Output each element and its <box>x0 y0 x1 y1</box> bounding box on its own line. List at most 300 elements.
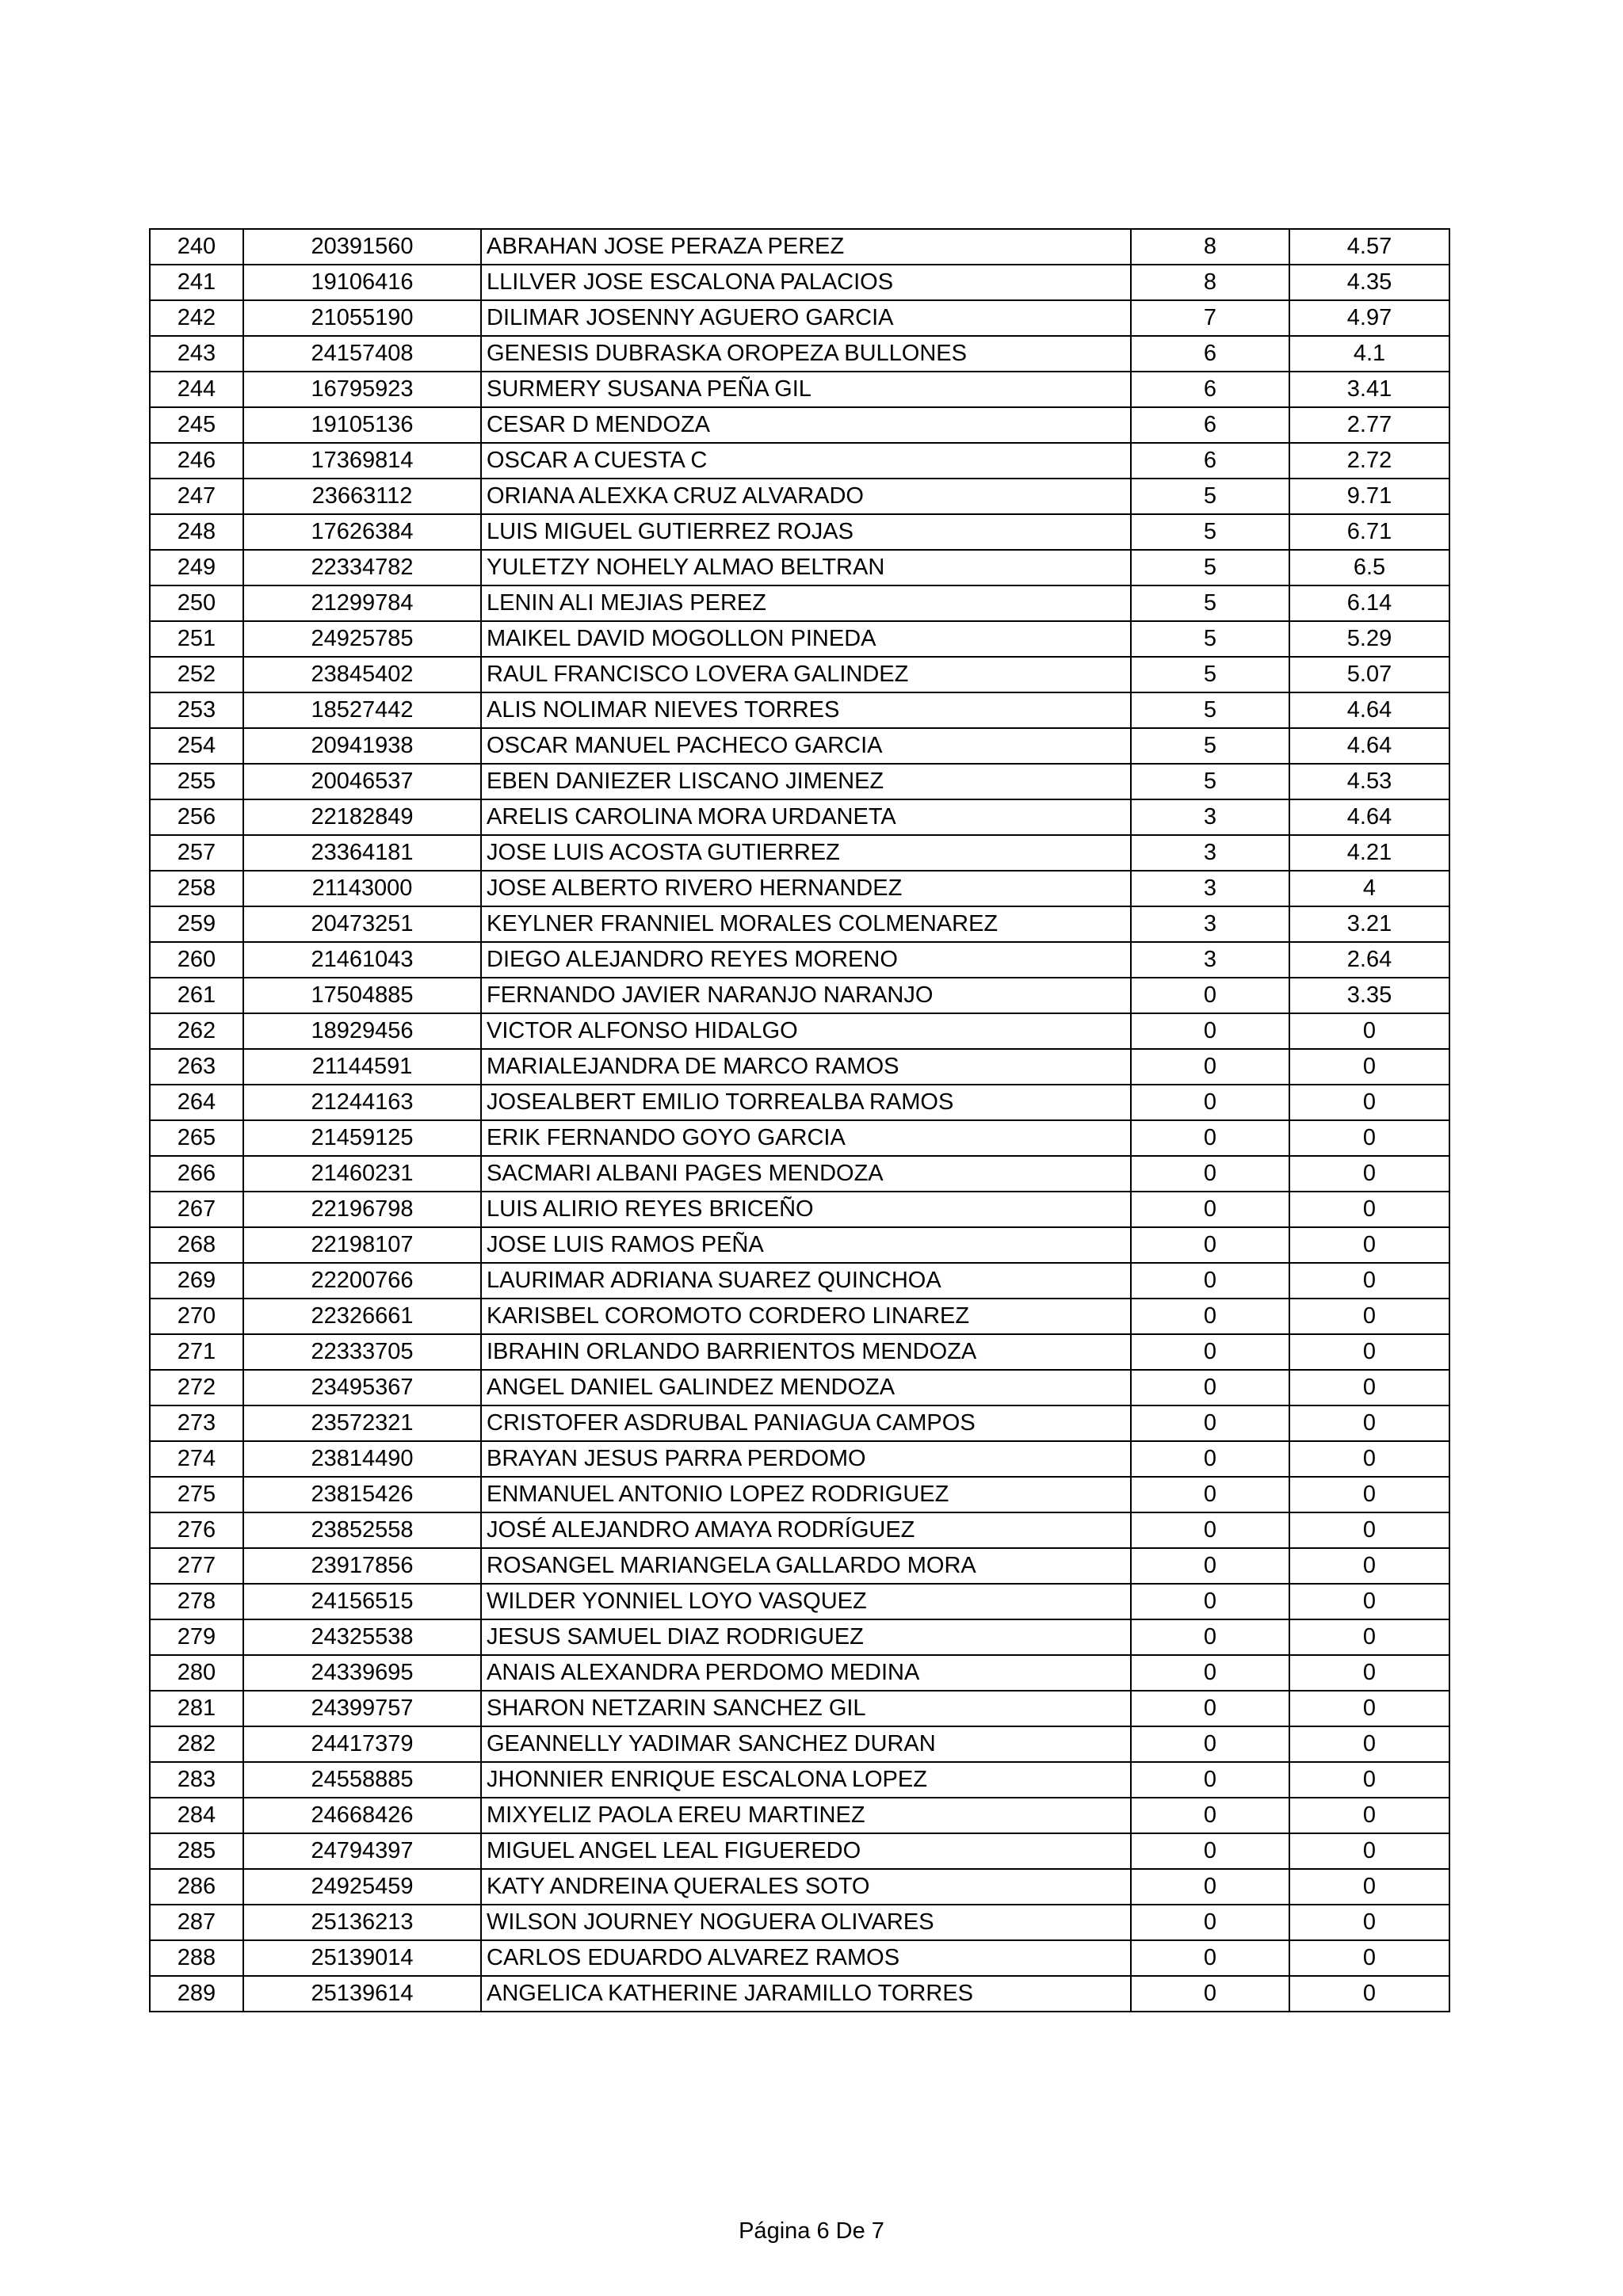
full-name-cell: MARIALEJANDRA DE MARCO RAMOS <box>481 1049 1131 1085</box>
full-name-cell: ANGEL DANIEL GALINDEZ MENDOZA <box>481 1370 1131 1405</box>
id-number-cell: 20941938 <box>243 728 481 764</box>
row-number-cell: 280 <box>150 1655 243 1691</box>
table-row <box>150 1049 1449 1085</box>
score-b-cell: 0 <box>1289 1833 1449 1869</box>
full-name-cell: JESUS SAMUEL DIAZ RODRIGUEZ <box>481 1619 1131 1655</box>
row-number-cell: 256 <box>150 799 243 835</box>
score-a-cell: 0 <box>1131 1584 1289 1619</box>
full-name-cell: BRAYAN JESUS PARRA PERDOMO <box>481 1441 1131 1477</box>
score-b-cell: 0 <box>1289 1548 1449 1584</box>
score-a-cell: 0 <box>1131 1477 1289 1512</box>
results-table <box>149 228 1450 2012</box>
score-a-cell: 0 <box>1131 1833 1289 1869</box>
table-row <box>150 1548 1449 1584</box>
score-b-cell: 0 <box>1289 1905 1449 1940</box>
row-number-cell: 251 <box>150 621 243 657</box>
score-b-cell: 0 <box>1289 1299 1449 1334</box>
full-name-cell: MIXYELIZ PAOLA EREU MARTINEZ <box>481 1798 1131 1833</box>
score-b-cell: 0 <box>1289 1405 1449 1441</box>
id-number-cell: 23495367 <box>243 1370 481 1405</box>
score-a-cell: 0 <box>1131 1192 1289 1227</box>
score-a-cell: 0 <box>1131 1869 1289 1905</box>
table-row <box>150 1477 1449 1512</box>
id-number-cell: 17369814 <box>243 443 481 479</box>
score-b-cell: 3.35 <box>1289 978 1449 1013</box>
full-name-cell: CRISTOFER ASDRUBAL PANIAGUA CAMPOS <box>481 1405 1131 1441</box>
row-number-cell: 240 <box>150 229 243 265</box>
row-number-cell: 278 <box>150 1584 243 1619</box>
table-row <box>150 764 1449 799</box>
score-a-cell: 0 <box>1131 1299 1289 1334</box>
score-a-cell: 0 <box>1131 1120 1289 1156</box>
score-b-cell: 6.5 <box>1289 550 1449 585</box>
row-number-cell: 258 <box>150 871 243 906</box>
full-name-cell: ANAIS ALEXANDRA PERDOMO MEDINA <box>481 1655 1131 1691</box>
id-number-cell: 21299784 <box>243 585 481 621</box>
score-a-cell: 8 <box>1131 265 1289 300</box>
id-number-cell: 24156515 <box>243 1584 481 1619</box>
table-row <box>150 1940 1449 1976</box>
full-name-cell: MAIKEL DAVID MOGOLLON PINEDA <box>481 621 1131 657</box>
full-name-cell: RAUL FRANCISCO LOVERA GALINDEZ <box>481 657 1131 692</box>
full-name-cell: IBRAHIN ORLANDO BARRIENTOS MENDOZA <box>481 1334 1131 1370</box>
id-number-cell: 25136213 <box>243 1905 481 1940</box>
table-row <box>150 1905 1449 1940</box>
row-number-cell: 242 <box>150 300 243 336</box>
row-number-cell: 262 <box>150 1013 243 1049</box>
score-a-cell: 5 <box>1131 692 1289 728</box>
full-name-cell: ENMANUEL ANTONIO LOPEZ RODRIGUEZ <box>481 1477 1131 1512</box>
table-row <box>150 1370 1449 1405</box>
id-number-cell: 24925785 <box>243 621 481 657</box>
score-a-cell: 5 <box>1131 657 1289 692</box>
score-a-cell: 0 <box>1131 1548 1289 1584</box>
id-number-cell: 17504885 <box>243 978 481 1013</box>
score-a-cell: 0 <box>1131 1227 1289 1263</box>
row-number-cell: 288 <box>150 1940 243 1976</box>
id-number-cell: 22196798 <box>243 1192 481 1227</box>
score-a-cell: 5 <box>1131 728 1289 764</box>
id-number-cell: 22333705 <box>243 1334 481 1370</box>
score-b-cell: 0 <box>1289 1192 1449 1227</box>
score-b-cell: 0 <box>1289 1655 1449 1691</box>
row-number-cell: 287 <box>150 1905 243 1940</box>
id-number-cell: 21055190 <box>243 300 481 336</box>
score-a-cell: 6 <box>1131 372 1289 407</box>
full-name-cell: SHARON NETZARIN SANCHEZ GIL <box>481 1691 1131 1726</box>
score-a-cell: 0 <box>1131 1905 1289 1940</box>
table-row <box>150 835 1449 871</box>
score-b-cell: 0 <box>1289 1762 1449 1798</box>
table-row <box>150 1299 1449 1334</box>
score-b-cell: 0 <box>1289 1227 1449 1263</box>
score-b-cell: 6.14 <box>1289 585 1449 621</box>
full-name-cell: EBEN DANIEZER LISCANO JIMENEZ <box>481 764 1131 799</box>
row-number-cell: 254 <box>150 728 243 764</box>
score-a-cell: 6 <box>1131 443 1289 479</box>
id-number-cell: 20046537 <box>243 764 481 799</box>
row-number-cell: 248 <box>150 514 243 550</box>
table-row <box>150 1263 1449 1299</box>
score-a-cell: 3 <box>1131 799 1289 835</box>
row-number-cell: 289 <box>150 1976 243 2012</box>
id-number-cell: 24157408 <box>243 336 481 372</box>
id-number-cell: 24925459 <box>243 1869 481 1905</box>
row-number-cell: 250 <box>150 585 243 621</box>
full-name-cell: LAURIMAR ADRIANA SUAREZ QUINCHOA <box>481 1263 1131 1299</box>
row-number-cell: 273 <box>150 1405 243 1441</box>
full-name-cell: VICTOR ALFONSO HIDALGO <box>481 1013 1131 1049</box>
table-row <box>150 621 1449 657</box>
table-row <box>150 906 1449 942</box>
score-a-cell: 0 <box>1131 1370 1289 1405</box>
full-name-cell: ERIK FERNANDO GOYO GARCIA <box>481 1120 1131 1156</box>
table-row <box>150 942 1449 978</box>
score-b-cell: 4.64 <box>1289 692 1449 728</box>
score-a-cell: 5 <box>1131 514 1289 550</box>
table-row <box>150 978 1449 1013</box>
table-row <box>150 1726 1449 1762</box>
row-number-cell: 270 <box>150 1299 243 1334</box>
id-number-cell: 23572321 <box>243 1405 481 1441</box>
score-a-cell: 5 <box>1131 550 1289 585</box>
full-name-cell: ANGELICA KATHERINE JARAMILLO TORRES <box>481 1976 1131 2012</box>
full-name-cell: CARLOS EDUARDO ALVAREZ RAMOS <box>481 1940 1131 1976</box>
row-number-cell: 241 <box>150 265 243 300</box>
score-a-cell: 7 <box>1131 300 1289 336</box>
row-number-cell: 263 <box>150 1049 243 1085</box>
row-number-cell: 245 <box>150 407 243 443</box>
score-b-cell: 0 <box>1289 1869 1449 1905</box>
score-a-cell: 5 <box>1131 479 1289 514</box>
score-b-cell: 2.72 <box>1289 443 1449 479</box>
score-b-cell: 4.57 <box>1289 229 1449 265</box>
full-name-cell: CESAR D MENDOZA <box>481 407 1131 443</box>
score-b-cell: 6.71 <box>1289 514 1449 550</box>
table-row <box>150 1833 1449 1869</box>
table-row <box>150 1512 1449 1548</box>
score-b-cell: 5.29 <box>1289 621 1449 657</box>
row-number-cell: 276 <box>150 1512 243 1548</box>
id-number-cell: 22198107 <box>243 1227 481 1263</box>
table-row <box>150 1334 1449 1370</box>
full-name-cell: JOSE LUIS RAMOS PEÑA <box>481 1227 1131 1263</box>
row-number-cell: 257 <box>150 835 243 871</box>
id-number-cell: 23663112 <box>243 479 481 514</box>
score-a-cell: 0 <box>1131 1085 1289 1120</box>
full-name-cell: DIEGO ALEJANDRO REYES MORENO <box>481 942 1131 978</box>
row-number-cell: 274 <box>150 1441 243 1477</box>
id-number-cell: 20391560 <box>243 229 481 265</box>
row-number-cell: 260 <box>150 942 243 978</box>
id-number-cell: 24325538 <box>243 1619 481 1655</box>
full-name-cell: MIGUEL ANGEL LEAL FIGUEREDO <box>481 1833 1131 1869</box>
id-number-cell: 21459125 <box>243 1120 481 1156</box>
score-a-cell: 0 <box>1131 1940 1289 1976</box>
score-b-cell: 0 <box>1289 1584 1449 1619</box>
id-number-cell: 19105136 <box>243 407 481 443</box>
table-row <box>150 336 1449 372</box>
score-b-cell: 0 <box>1289 1049 1449 1085</box>
id-number-cell: 24558885 <box>243 1762 481 1798</box>
full-name-cell: GENESIS DUBRASKA OROPEZA BULLONES <box>481 336 1131 372</box>
full-name-cell: KEYLNER FRANNIEL MORALES COLMENAREZ <box>481 906 1131 942</box>
table-row <box>150 1976 1449 2012</box>
score-b-cell: 4.97 <box>1289 300 1449 336</box>
id-number-cell: 24339695 <box>243 1655 481 1691</box>
score-b-cell: 0 <box>1289 1120 1449 1156</box>
score-b-cell: 4 <box>1289 871 1449 906</box>
score-a-cell: 6 <box>1131 407 1289 443</box>
score-a-cell: 0 <box>1131 1263 1289 1299</box>
full-name-cell: WILSON JOURNEY NOGUERA OLIVARES <box>481 1905 1131 1940</box>
row-number-cell: 285 <box>150 1833 243 1869</box>
score-a-cell: 0 <box>1131 1798 1289 1833</box>
row-number-cell: 244 <box>150 372 243 407</box>
score-a-cell: 3 <box>1131 871 1289 906</box>
row-number-cell: 283 <box>150 1762 243 1798</box>
row-number-cell: 277 <box>150 1548 243 1584</box>
id-number-cell: 23814490 <box>243 1441 481 1477</box>
score-a-cell: 0 <box>1131 1049 1289 1085</box>
score-b-cell: 0 <box>1289 1013 1449 1049</box>
row-number-cell: 247 <box>150 479 243 514</box>
score-b-cell: 0 <box>1289 1940 1449 1976</box>
id-number-cell: 23852558 <box>243 1512 481 1548</box>
full-name-cell: LENIN ALI MEJIAS PEREZ <box>481 585 1131 621</box>
id-number-cell: 16795923 <box>243 372 481 407</box>
id-number-cell: 25139614 <box>243 1976 481 2012</box>
table-row <box>150 1120 1449 1156</box>
table-row <box>150 1584 1449 1619</box>
table-row <box>150 514 1449 550</box>
id-number-cell: 18527442 <box>243 692 481 728</box>
table-row <box>150 1798 1449 1833</box>
table-row <box>150 1192 1449 1227</box>
score-b-cell: 9.71 <box>1289 479 1449 514</box>
table-row <box>150 407 1449 443</box>
row-number-cell: 243 <box>150 336 243 372</box>
row-number-cell: 275 <box>150 1477 243 1512</box>
id-number-cell: 18929456 <box>243 1013 481 1049</box>
id-number-cell: 21143000 <box>243 871 481 906</box>
score-b-cell: 3.21 <box>1289 906 1449 942</box>
score-b-cell: 0 <box>1289 1156 1449 1192</box>
score-a-cell: 5 <box>1131 621 1289 657</box>
full-name-cell: SURMERY SUSANA PEÑA GIL <box>481 372 1131 407</box>
table-row <box>150 692 1449 728</box>
full-name-cell: LUIS MIGUEL GUTIERREZ ROJAS <box>481 514 1131 550</box>
row-number-cell: 282 <box>150 1726 243 1762</box>
table-row <box>150 443 1449 479</box>
table-row <box>150 585 1449 621</box>
full-name-cell: ROSANGEL MARIANGELA GALLARDO MORA <box>481 1548 1131 1584</box>
full-name-cell: FERNANDO JAVIER NARANJO NARANJO <box>481 978 1131 1013</box>
score-b-cell: 0 <box>1289 1798 1449 1833</box>
table-row <box>150 265 1449 300</box>
full-name-cell: JOSÉ ALEJANDRO AMAYA RODRÍGUEZ <box>481 1512 1131 1548</box>
table-row <box>150 1762 1449 1798</box>
row-number-cell: 253 <box>150 692 243 728</box>
score-a-cell: 8 <box>1131 229 1289 265</box>
full-name-cell: LLILVER JOSE ESCALONA PALACIOS <box>481 265 1131 300</box>
id-number-cell: 24668426 <box>243 1798 481 1833</box>
row-number-cell: 259 <box>150 906 243 942</box>
id-number-cell: 23917856 <box>243 1548 481 1584</box>
row-number-cell: 271 <box>150 1334 243 1370</box>
full-name-cell: ALIS NOLIMAR NIEVES TORRES <box>481 692 1131 728</box>
row-number-cell: 279 <box>150 1619 243 1655</box>
table-row <box>150 479 1449 514</box>
score-a-cell: 0 <box>1131 1156 1289 1192</box>
full-name-cell: ABRAHAN JOSE PERAZA PEREZ <box>481 229 1131 265</box>
score-a-cell: 3 <box>1131 835 1289 871</box>
score-a-cell: 0 <box>1131 978 1289 1013</box>
full-name-cell: KATY ANDREINA QUERALES SOTO <box>481 1869 1131 1905</box>
row-number-cell: 265 <box>150 1120 243 1156</box>
score-b-cell: 0 <box>1289 1477 1449 1512</box>
row-number-cell: 281 <box>150 1691 243 1726</box>
id-number-cell: 21460231 <box>243 1156 481 1192</box>
score-a-cell: 0 <box>1131 1655 1289 1691</box>
full-name-cell: JOSE LUIS ACOSTA GUTIERREZ <box>481 835 1131 871</box>
results-table-body <box>150 229 1449 2012</box>
id-number-cell: 25139014 <box>243 1940 481 1976</box>
score-b-cell: 4.53 <box>1289 764 1449 799</box>
id-number-cell: 22334782 <box>243 550 481 585</box>
id-number-cell: 24417379 <box>243 1726 481 1762</box>
id-number-cell: 22200766 <box>243 1263 481 1299</box>
full-name-cell: JOSE ALBERTO RIVERO HERNANDEZ <box>481 871 1131 906</box>
row-number-cell: 268 <box>150 1227 243 1263</box>
full-name-cell: ARELIS CAROLINA MORA URDANETA <box>481 799 1131 835</box>
id-number-cell: 21244163 <box>243 1085 481 1120</box>
id-number-cell: 24794397 <box>243 1833 481 1869</box>
table-row <box>150 1156 1449 1192</box>
row-number-cell: 246 <box>150 443 243 479</box>
score-a-cell: 0 <box>1131 1013 1289 1049</box>
score-a-cell: 0 <box>1131 1441 1289 1477</box>
row-number-cell: 249 <box>150 550 243 585</box>
id-number-cell: 21461043 <box>243 942 481 978</box>
table-row <box>150 1869 1449 1905</box>
score-b-cell: 4.1 <box>1289 336 1449 372</box>
score-a-cell: 5 <box>1131 585 1289 621</box>
full-name-cell: GEANNELLY YADIMAR SANCHEZ DURAN <box>481 1726 1131 1762</box>
id-number-cell: 23364181 <box>243 835 481 871</box>
score-b-cell: 0 <box>1289 1512 1449 1548</box>
full-name-cell: LUIS ALIRIO REYES BRICEÑO <box>481 1192 1131 1227</box>
score-b-cell: 0 <box>1289 1726 1449 1762</box>
table-row <box>150 1013 1449 1049</box>
score-a-cell: 3 <box>1131 906 1289 942</box>
row-number-cell: 255 <box>150 764 243 799</box>
score-b-cell: 2.64 <box>1289 942 1449 978</box>
id-number-cell: 24399757 <box>243 1691 481 1726</box>
score-b-cell: 3.41 <box>1289 372 1449 407</box>
full-name-cell: OSCAR MANUEL PACHECO GARCIA <box>481 728 1131 764</box>
full-name-cell: JOSEALBERT EMILIO TORREALBA RAMOS <box>481 1085 1131 1120</box>
row-number-cell: 284 <box>150 1798 243 1833</box>
score-a-cell: 0 <box>1131 1726 1289 1762</box>
id-number-cell: 19106416 <box>243 265 481 300</box>
table-row <box>150 1405 1449 1441</box>
score-b-cell: 0 <box>1289 1441 1449 1477</box>
full-name-cell: WILDER YONNIEL LOYO VASQUEZ <box>481 1584 1131 1619</box>
score-b-cell: 4.21 <box>1289 835 1449 871</box>
score-a-cell: 0 <box>1131 1762 1289 1798</box>
score-b-cell: 0 <box>1289 1334 1449 1370</box>
table-row <box>150 300 1449 336</box>
table-row <box>150 1655 1449 1691</box>
score-a-cell: 6 <box>1131 336 1289 372</box>
score-a-cell: 0 <box>1131 1691 1289 1726</box>
row-number-cell: 269 <box>150 1263 243 1299</box>
row-number-cell: 264 <box>150 1085 243 1120</box>
score-b-cell: 4.35 <box>1289 265 1449 300</box>
score-a-cell: 0 <box>1131 1405 1289 1441</box>
full-name-cell: OSCAR A CUESTA C <box>481 443 1131 479</box>
table-row <box>150 1441 1449 1477</box>
score-b-cell: 0 <box>1289 1976 1449 2012</box>
table-row <box>150 799 1449 835</box>
row-number-cell: 286 <box>150 1869 243 1905</box>
table-row <box>150 229 1449 265</box>
table-row <box>150 657 1449 692</box>
full-name-cell: KARISBEL COROMOTO CORDERO LINAREZ <box>481 1299 1131 1334</box>
score-b-cell: 4.64 <box>1289 728 1449 764</box>
score-a-cell: 0 <box>1131 1976 1289 2012</box>
table-row <box>150 372 1449 407</box>
table-row <box>150 728 1449 764</box>
score-b-cell: 0 <box>1289 1085 1449 1120</box>
full-name-cell: YULETZY NOHELY ALMAO BELTRAN <box>481 550 1131 585</box>
table-row <box>150 1619 1449 1655</box>
row-number-cell: 252 <box>150 657 243 692</box>
id-number-cell: 22182849 <box>243 799 481 835</box>
score-b-cell: 0 <box>1289 1263 1449 1299</box>
score-b-cell: 4.64 <box>1289 799 1449 835</box>
score-a-cell: 3 <box>1131 942 1289 978</box>
page-footer: Página 6 De 7 <box>739 2218 884 2244</box>
score-a-cell: 5 <box>1131 764 1289 799</box>
full-name-cell: SACMARI ALBANI PAGES MENDOZA <box>481 1156 1131 1192</box>
score-b-cell: 5.07 <box>1289 657 1449 692</box>
score-b-cell: 2.77 <box>1289 407 1449 443</box>
full-name-cell: ORIANA ALEXKA CRUZ ALVARADO <box>481 479 1131 514</box>
id-number-cell: 21144591 <box>243 1049 481 1085</box>
score-b-cell: 0 <box>1289 1619 1449 1655</box>
id-number-cell: 17626384 <box>243 514 481 550</box>
score-b-cell: 0 <box>1289 1691 1449 1726</box>
id-number-cell: 23815426 <box>243 1477 481 1512</box>
id-number-cell: 22326661 <box>243 1299 481 1334</box>
score-b-cell: 0 <box>1289 1370 1449 1405</box>
row-number-cell: 272 <box>150 1370 243 1405</box>
table-row <box>150 1085 1449 1120</box>
full-name-cell: DILIMAR JOSENNY AGUERO GARCIA <box>481 300 1131 336</box>
full-name-cell: JHONNIER ENRIQUE ESCALONA LOPEZ <box>481 1762 1131 1798</box>
score-a-cell: 0 <box>1131 1512 1289 1548</box>
table-row <box>150 1227 1449 1263</box>
table-row <box>150 1691 1449 1726</box>
score-a-cell: 0 <box>1131 1334 1289 1370</box>
id-number-cell: 23845402 <box>243 657 481 692</box>
table-row <box>150 550 1449 585</box>
table-row <box>150 871 1449 906</box>
score-a-cell: 0 <box>1131 1619 1289 1655</box>
row-number-cell: 267 <box>150 1192 243 1227</box>
